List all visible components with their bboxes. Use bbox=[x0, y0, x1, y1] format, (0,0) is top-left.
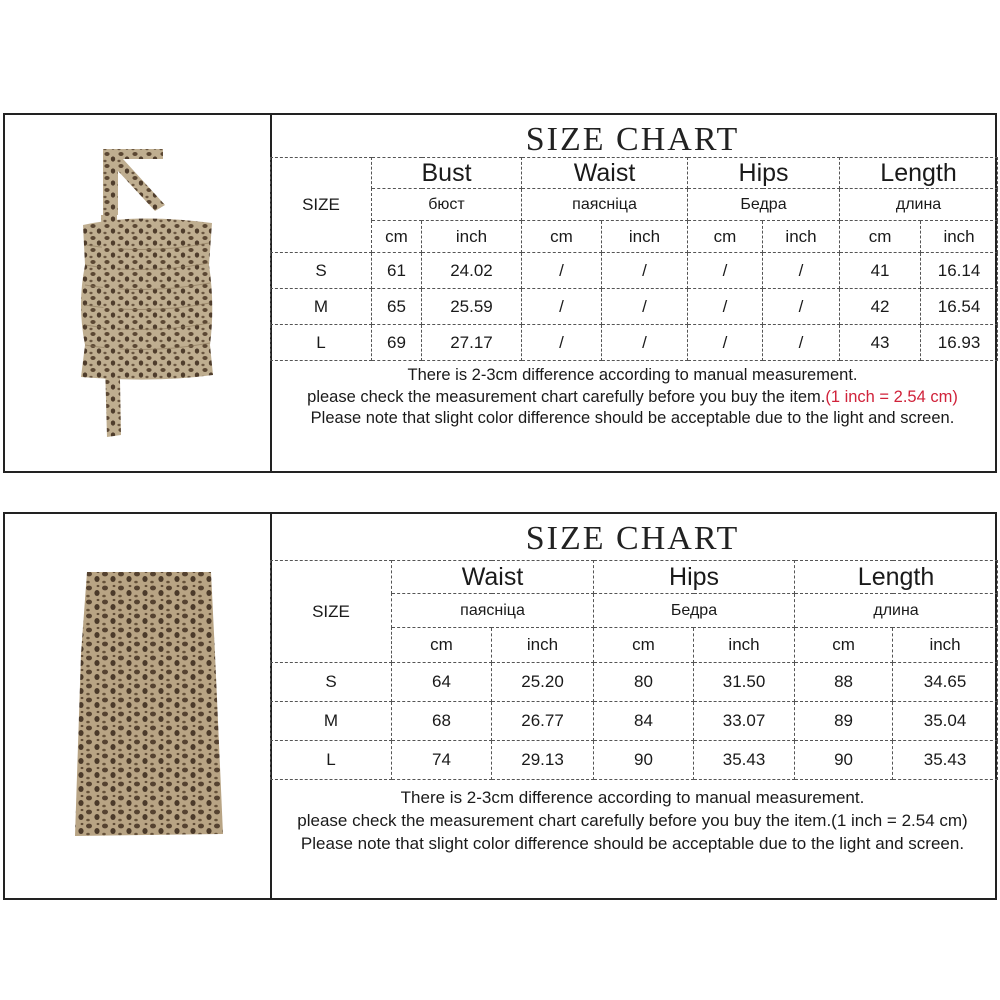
value-cell: 31.50 bbox=[694, 663, 795, 702]
value-cell: / bbox=[602, 289, 688, 325]
value-cell: 64 bbox=[392, 663, 492, 702]
unit-label: cm bbox=[594, 628, 694, 663]
value-cell: 89 bbox=[795, 702, 893, 741]
unit-label: cm bbox=[688, 221, 763, 253]
group-header-length: Length bbox=[795, 561, 998, 594]
unit-label: inch bbox=[694, 628, 795, 663]
size-cell: M bbox=[271, 702, 392, 741]
value-cell: 90 bbox=[594, 741, 694, 780]
unit-label: inch bbox=[492, 628, 594, 663]
note-color-difference: Please note that slight color difference should be acceptable due to the light and screen. bbox=[310, 409, 955, 427]
group-header-waist: Waist bbox=[392, 561, 594, 594]
bottom-size-chart-panel bbox=[3, 512, 997, 900]
group-header-bust: Bust bbox=[372, 158, 522, 189]
value-cell: 35.43 bbox=[694, 741, 795, 780]
value-cell: / bbox=[522, 289, 602, 325]
group-header-hips: Hips bbox=[688, 158, 840, 189]
group-sublabel-length: длина bbox=[840, 189, 998, 221]
value-cell: / bbox=[763, 325, 840, 361]
note-color-difference: Please note that slight color difference should be acceptable due to the light and screen. bbox=[300, 834, 965, 853]
size-cell: S bbox=[271, 253, 372, 289]
group-sublabel-bust: бюст bbox=[372, 189, 522, 221]
value-cell: 90 bbox=[795, 741, 893, 780]
value-cell: / bbox=[763, 289, 840, 325]
value-cell: 16.14 bbox=[921, 253, 998, 289]
value-cell: / bbox=[522, 325, 602, 361]
unit-label: cm bbox=[795, 628, 893, 663]
value-cell: 16.54 bbox=[921, 289, 998, 325]
value-cell: 24.02 bbox=[422, 253, 522, 289]
value-cell: / bbox=[688, 325, 763, 361]
table-row bbox=[271, 663, 998, 702]
measurement-notes bbox=[270, 365, 995, 430]
value-cell: 69 bbox=[372, 325, 422, 361]
product-image-cell bbox=[5, 115, 272, 471]
value-cell: / bbox=[602, 325, 688, 361]
value-cell: 33.07 bbox=[694, 702, 795, 741]
value-cell: 74 bbox=[392, 741, 492, 780]
bottom-chart-area bbox=[270, 514, 995, 898]
value-cell: 26.77 bbox=[492, 702, 594, 741]
group-sublabel-hips: Бедра bbox=[688, 189, 840, 221]
unit-label: inch bbox=[602, 221, 688, 253]
top-chart-area bbox=[270, 115, 995, 471]
size-header: SIZE bbox=[271, 158, 372, 253]
value-cell: / bbox=[763, 253, 840, 289]
table-row bbox=[271, 741, 998, 780]
value-cell: 84 bbox=[594, 702, 694, 741]
unit-label: inch bbox=[763, 221, 840, 253]
value-cell: 80 bbox=[594, 663, 694, 702]
group-header-waist: Waist bbox=[522, 158, 688, 189]
note-difference: There is 2-3cm difference according to manual measurement. bbox=[407, 366, 858, 384]
group-sublabel-waist: паясніца bbox=[392, 594, 594, 628]
value-cell: 43 bbox=[840, 325, 921, 361]
note-check-chart bbox=[270, 387, 995, 409]
group-sublabel-hips: Бедра bbox=[594, 594, 795, 628]
leopard-midi-skirt-image bbox=[5, 514, 270, 898]
value-cell: / bbox=[522, 253, 602, 289]
value-cell: 68 bbox=[392, 702, 492, 741]
table-row bbox=[271, 289, 998, 325]
value-cell: / bbox=[602, 253, 688, 289]
value-cell: 25.20 bbox=[492, 663, 594, 702]
value-cell: 88 bbox=[795, 663, 893, 702]
unit-label: inch bbox=[921, 221, 998, 253]
size-cell: L bbox=[271, 741, 392, 780]
value-cell: 29.13 bbox=[492, 741, 594, 780]
size-cell: M bbox=[271, 289, 372, 325]
top-size-chart-panel bbox=[3, 113, 997, 473]
value-cell: 25.59 bbox=[422, 289, 522, 325]
unit-label: inch bbox=[893, 628, 998, 663]
unit-label: cm bbox=[840, 221, 921, 253]
value-cell: 35.04 bbox=[893, 702, 998, 741]
note-check-chart: please check the measurement chart carefully before you buy the item.(1 inch = 2.54 cm) bbox=[297, 811, 968, 830]
value-cell: 16.93 bbox=[921, 325, 998, 361]
unit-label: cm bbox=[372, 221, 422, 253]
leopard-halter-top-image bbox=[5, 115, 270, 471]
chart-title: SIZE CHART bbox=[525, 121, 740, 158]
measurement-notes bbox=[270, 786, 995, 855]
group-header-hips: Hips bbox=[594, 561, 795, 594]
chart-title: SIZE CHART bbox=[525, 520, 740, 557]
bottom-size-table bbox=[270, 560, 998, 780]
value-cell: 27.17 bbox=[422, 325, 522, 361]
note-conversion: (1 inch = 2.54 cm) bbox=[825, 387, 958, 406]
value-cell: / bbox=[688, 253, 763, 289]
size-cell: L bbox=[271, 325, 372, 361]
product-image-cell bbox=[5, 514, 272, 898]
table-row bbox=[271, 702, 998, 741]
value-cell: 42 bbox=[840, 289, 921, 325]
value-cell: 61 bbox=[372, 253, 422, 289]
size-header: SIZE bbox=[271, 561, 392, 663]
unit-label: inch bbox=[422, 221, 522, 253]
table-row bbox=[271, 253, 998, 289]
size-cell: S bbox=[271, 663, 392, 702]
value-cell: 35.43 bbox=[893, 741, 998, 780]
value-cell: 65 bbox=[372, 289, 422, 325]
group-header-length: Length bbox=[840, 158, 998, 189]
unit-label: cm bbox=[392, 628, 492, 663]
unit-label: cm bbox=[522, 221, 602, 253]
group-sublabel-waist: паясніца bbox=[522, 189, 688, 221]
group-sublabel-length: длина bbox=[795, 594, 998, 628]
value-cell: / bbox=[688, 289, 763, 325]
value-cell: 41 bbox=[840, 253, 921, 289]
note-difference: There is 2-3cm difference according to manual measurement. bbox=[400, 788, 865, 807]
value-cell: 34.65 bbox=[893, 663, 998, 702]
note-check-text: please check the measurement chart carefully before you buy the item. bbox=[307, 387, 826, 406]
top-size-table bbox=[270, 157, 998, 361]
table-row bbox=[271, 325, 998, 361]
